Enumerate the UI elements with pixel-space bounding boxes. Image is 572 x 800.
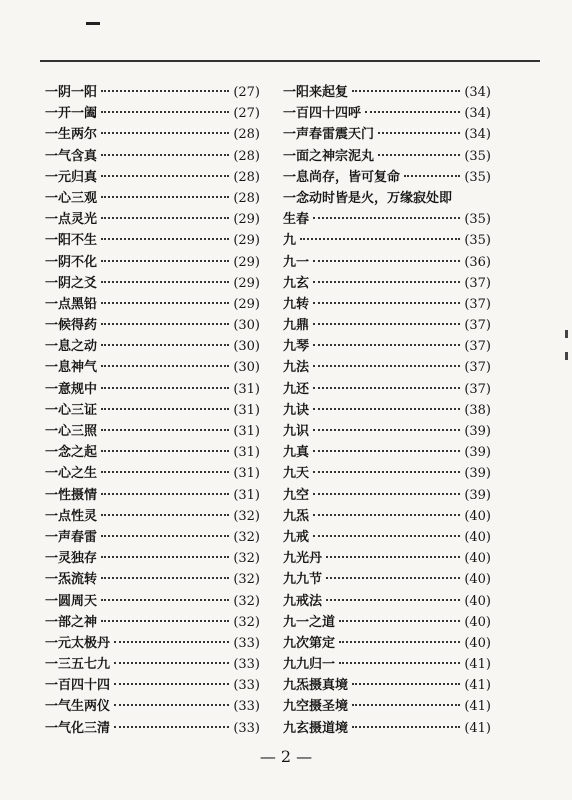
toc-entry bbox=[283, 167, 491, 188]
toc-entry bbox=[283, 124, 491, 145]
toc-entry bbox=[283, 230, 491, 251]
toc-entry-title: 九空摄圣境 bbox=[283, 699, 349, 715]
toc-entry-title: 一心之生 bbox=[45, 466, 98, 482]
toc-entry-page: (31) bbox=[233, 381, 260, 397]
dot-leader bbox=[101, 154, 229, 156]
toc-entry bbox=[283, 400, 491, 421]
toc-entry bbox=[283, 548, 491, 569]
toc-entry-page: (40) bbox=[464, 635, 491, 651]
toc-entry-title: 一念之起 bbox=[45, 445, 98, 461]
toc-entry-page: (37) bbox=[464, 339, 491, 355]
dot-leader bbox=[378, 154, 460, 156]
dot-leader bbox=[101, 260, 229, 262]
toc-entry-title: 一部之神 bbox=[45, 614, 98, 630]
dot-leader bbox=[101, 90, 229, 92]
toc-entry-title: 九炁摄真境 bbox=[283, 678, 349, 694]
toc-entry-page: (35) bbox=[464, 212, 491, 228]
toc-entry-title: 九一 bbox=[283, 254, 310, 270]
toc-entry bbox=[45, 188, 260, 209]
toc-entry bbox=[283, 718, 491, 739]
toc-entry-page: (31) bbox=[233, 424, 260, 439]
dot-leader bbox=[352, 704, 460, 706]
toc-entry-title: 九天 bbox=[283, 466, 310, 482]
dot-leader bbox=[352, 683, 460, 685]
toc-entry bbox=[45, 442, 260, 463]
dot-leader bbox=[101, 323, 229, 325]
toc-entry-title: 一百四十四 bbox=[45, 678, 111, 694]
toc-entry bbox=[283, 591, 491, 612]
toc-entry bbox=[45, 421, 260, 442]
toc-entry-page: (41) bbox=[464, 657, 491, 673]
dot-leader bbox=[101, 217, 229, 219]
dot-leader bbox=[339, 662, 460, 664]
toc-entry-title: 九玄摄道境 bbox=[283, 720, 349, 736]
toc-entry-page: (31) bbox=[233, 487, 260, 503]
toc-entry-title: 九九节 bbox=[283, 572, 323, 588]
toc-entry-title: 九次第定 bbox=[283, 635, 336, 651]
toc-entry-title: 一阴之爻 bbox=[45, 275, 98, 291]
dot-leader bbox=[313, 281, 460, 283]
toc-entry bbox=[283, 103, 491, 124]
toc-entry-page: (37) bbox=[464, 318, 491, 334]
toc-entry-page: (40) bbox=[464, 572, 491, 588]
dot-leader bbox=[365, 111, 460, 113]
toc-entry-page: (40) bbox=[464, 614, 491, 630]
toc-entry bbox=[45, 569, 260, 590]
toc-entry-page: (33) bbox=[233, 699, 260, 715]
dot-leader bbox=[101, 493, 229, 495]
toc-entry bbox=[45, 633, 260, 654]
dot-leader bbox=[313, 217, 460, 219]
dot-leader bbox=[313, 365, 460, 367]
dot-leader bbox=[339, 641, 460, 643]
toc-entry bbox=[45, 463, 260, 484]
dot-leader bbox=[101, 429, 229, 431]
dot-leader bbox=[101, 111, 229, 113]
toc-entry-title: 九识 bbox=[283, 424, 310, 439]
toc-entry-title: 一百四十四呼 bbox=[283, 106, 362, 122]
dot-leader bbox=[339, 620, 460, 622]
toc-entry bbox=[45, 252, 260, 273]
toc-entry-title: 九真 bbox=[283, 445, 310, 461]
toc-entry bbox=[283, 379, 491, 400]
toc-entry-page: (41) bbox=[464, 720, 491, 736]
toc-left-column bbox=[45, 82, 260, 739]
dot-leader bbox=[101, 514, 229, 516]
toc-entry-title: 一三五七九 bbox=[45, 657, 111, 673]
toc-entry-title: 九 bbox=[283, 233, 297, 249]
toc-entry-title: 九法 bbox=[283, 360, 310, 376]
toc-entry bbox=[283, 506, 491, 527]
toc-entry bbox=[45, 315, 260, 336]
toc-entry-title: 一性摄情 bbox=[45, 487, 98, 503]
toc-entry bbox=[45, 209, 260, 230]
toc-entry-page: (33) bbox=[233, 635, 260, 651]
toc-entry bbox=[45, 400, 260, 421]
toc-entry-page: (30) bbox=[233, 339, 260, 355]
toc-entry bbox=[45, 146, 260, 167]
toc-entry-title: 九炁 bbox=[283, 508, 310, 524]
toc-entry-page: (31) bbox=[233, 402, 260, 418]
dot-leader bbox=[326, 577, 460, 579]
dot-leader bbox=[101, 450, 229, 452]
toc-entry bbox=[45, 230, 260, 251]
toc-entry-page: (30) bbox=[233, 318, 260, 334]
toc-entry-page: (37) bbox=[464, 275, 491, 291]
toc-entry-title: 一候得药 bbox=[45, 318, 98, 334]
toc-entry-page: (31) bbox=[233, 445, 260, 461]
dot-leader bbox=[101, 132, 229, 134]
toc-entry bbox=[283, 612, 491, 633]
toc-entry-title: 九光丹 bbox=[283, 551, 323, 567]
dot-leader bbox=[101, 238, 229, 240]
dot-leader bbox=[101, 577, 229, 579]
toc-entry-page: (41) bbox=[464, 699, 491, 715]
toc-entry-page: (29) bbox=[233, 275, 260, 291]
toc-entry-page: (27) bbox=[233, 106, 260, 122]
dot-leader bbox=[101, 387, 229, 389]
toc-entry-page: (34) bbox=[464, 106, 491, 122]
toc-entry-page: (40) bbox=[464, 529, 491, 545]
toc-entry-title: 九诀 bbox=[283, 402, 310, 418]
toc-entry bbox=[283, 82, 491, 103]
toc-entry-page: (34) bbox=[464, 127, 491, 143]
toc-entry-page: (32) bbox=[233, 593, 260, 609]
toc-entry-title: 九琴 bbox=[283, 339, 310, 355]
toc-entry bbox=[45, 612, 260, 633]
toc-entry-title: 九九归一 bbox=[283, 657, 336, 673]
toc-entry-page: (28) bbox=[233, 127, 260, 143]
toc-entry-page: (32) bbox=[233, 614, 260, 630]
toc-entry bbox=[283, 442, 491, 463]
toc-entry bbox=[283, 463, 491, 484]
toc-entry bbox=[283, 421, 491, 442]
toc-entry bbox=[283, 675, 491, 696]
toc-entry-page: (35) bbox=[464, 169, 491, 185]
toc-entry-page: (29) bbox=[233, 212, 260, 228]
dot-leader bbox=[313, 408, 460, 410]
toc-entry bbox=[45, 167, 260, 188]
toc-entry-title: 一意规中 bbox=[45, 381, 98, 397]
dot-leader bbox=[114, 662, 229, 664]
toc-entry bbox=[283, 273, 491, 294]
dot-leader bbox=[101, 599, 229, 601]
toc-entry-page: (33) bbox=[233, 720, 260, 736]
toc-entry bbox=[283, 696, 491, 717]
dot-leader bbox=[313, 514, 460, 516]
toc-entry-title: 九还 bbox=[283, 381, 310, 397]
toc-entry bbox=[283, 527, 491, 548]
toc-entry bbox=[283, 188, 491, 209]
page-number: — 2 — bbox=[259, 747, 313, 766]
toc-entry-title: 生春 bbox=[283, 212, 310, 228]
toc-entry-title: 一心三照 bbox=[45, 424, 98, 439]
dot-leader bbox=[378, 132, 460, 134]
toc-entry-page: (35) bbox=[464, 148, 491, 164]
dot-leader bbox=[313, 260, 460, 262]
dot-leader bbox=[114, 641, 229, 643]
toc-entry-title: 一息之动 bbox=[45, 339, 98, 355]
edge-mark bbox=[565, 330, 568, 338]
dot-leader bbox=[326, 556, 460, 558]
toc-entry-page: (40) bbox=[464, 593, 491, 609]
toc-entry-page: (34) bbox=[464, 85, 491, 100]
toc-entry-title: 一阴一阳 bbox=[45, 85, 98, 100]
header-mark bbox=[86, 22, 100, 25]
dot-leader bbox=[114, 704, 229, 706]
dot-leader bbox=[101, 365, 229, 367]
dot-leader bbox=[313, 429, 460, 431]
toc-entry bbox=[283, 485, 491, 506]
dot-leader bbox=[313, 450, 460, 452]
toc-entry-title: 一炁流转 bbox=[45, 572, 98, 588]
toc-entry bbox=[45, 527, 260, 548]
toc-entry-title: 一开一阖 bbox=[45, 106, 98, 122]
toc-entry-title: 一生两尔 bbox=[45, 127, 98, 143]
toc-entry-title: 九玄 bbox=[283, 275, 310, 291]
toc-entry-page: (28) bbox=[233, 148, 260, 164]
toc-entry-page: (41) bbox=[464, 678, 491, 694]
toc-entry bbox=[283, 654, 491, 675]
dot-leader bbox=[101, 620, 229, 622]
dot-leader bbox=[404, 175, 460, 177]
dot-leader bbox=[352, 90, 460, 92]
toc-entry-page: (32) bbox=[233, 551, 260, 567]
toc-entry bbox=[283, 357, 491, 378]
toc-entry-title: 一心三观 bbox=[45, 190, 98, 206]
toc-entry-page: (28) bbox=[233, 190, 260, 206]
toc-right-column bbox=[283, 82, 491, 739]
dot-leader bbox=[101, 302, 229, 304]
toc-entry bbox=[283, 146, 491, 167]
dot-leader bbox=[313, 323, 460, 325]
toc-entry bbox=[45, 654, 260, 675]
toc-entry bbox=[45, 548, 260, 569]
toc-entry-page: (30) bbox=[233, 360, 260, 376]
dot-leader bbox=[313, 493, 460, 495]
toc-entry-page: (35) bbox=[464, 233, 491, 249]
toc-entry bbox=[45, 379, 260, 400]
toc-entry-title: 一点性灵 bbox=[45, 508, 98, 524]
dot-leader bbox=[326, 599, 460, 601]
toc-entry-page: (29) bbox=[233, 233, 260, 249]
toc-entry-title: 一阳不生 bbox=[45, 233, 98, 249]
toc-entry bbox=[45, 591, 260, 612]
toc-entry-page: (37) bbox=[464, 296, 491, 312]
edge-mark bbox=[565, 352, 568, 360]
toc-entry bbox=[45, 718, 260, 739]
toc-entry-page: (29) bbox=[233, 296, 260, 312]
header-rule bbox=[40, 60, 540, 62]
toc-entry-title: 一圆周天 bbox=[45, 593, 98, 609]
toc-entry bbox=[45, 273, 260, 294]
dot-leader bbox=[101, 408, 229, 410]
toc-entry-page: (32) bbox=[233, 572, 260, 588]
toc-entry-title: 九转 bbox=[283, 296, 310, 312]
toc-entry bbox=[45, 357, 260, 378]
toc-entry-page: (32) bbox=[233, 508, 260, 524]
toc-entry-title: 一息神气 bbox=[45, 360, 98, 376]
toc-entry-title: 一气生两仪 bbox=[45, 699, 111, 715]
dot-leader bbox=[313, 471, 460, 473]
dot-leader bbox=[101, 175, 229, 177]
toc-entry bbox=[283, 569, 491, 590]
toc-entry-page: (29) bbox=[233, 254, 260, 270]
dot-leader bbox=[300, 238, 460, 240]
dot-leader bbox=[313, 535, 460, 537]
toc-entry bbox=[283, 209, 491, 230]
dot-leader bbox=[352, 726, 460, 728]
toc-entry bbox=[45, 103, 260, 124]
toc-entry-page: (39) bbox=[464, 445, 491, 461]
dot-leader bbox=[313, 302, 460, 304]
dot-leader bbox=[114, 726, 229, 728]
toc-entry-title: 一灵独存 bbox=[45, 551, 98, 567]
toc-entry-title: 九一之道 bbox=[283, 614, 336, 630]
toc-entry-title: 一元归真 bbox=[45, 169, 98, 185]
toc-entry-title: 一声春雷 bbox=[45, 529, 98, 545]
toc-entry-page: (39) bbox=[464, 466, 491, 482]
toc-entry-title: 九鼎 bbox=[283, 318, 310, 334]
toc-entry bbox=[283, 633, 491, 654]
dot-leader bbox=[101, 556, 229, 558]
toc-entry bbox=[45, 336, 260, 357]
toc-entry-title: 一点黑铅 bbox=[45, 296, 98, 312]
toc-entry-page: (37) bbox=[464, 360, 491, 376]
toc-entry-title: 一心三证 bbox=[45, 402, 98, 418]
toc-entry-page: (40) bbox=[464, 551, 491, 567]
toc-entry-page: (28) bbox=[233, 169, 260, 185]
toc-entry bbox=[283, 336, 491, 357]
toc-entry-title: 九戒 bbox=[283, 529, 310, 545]
toc-entry-page: (36) bbox=[464, 254, 491, 270]
toc-entry-title: 九戒法 bbox=[283, 593, 323, 609]
toc-entry-page: (27) bbox=[233, 85, 260, 100]
toc-entry bbox=[45, 506, 260, 527]
toc-entry-page: (40) bbox=[464, 508, 491, 524]
toc-entry-title: 一面之神宗泥丸 bbox=[283, 148, 375, 164]
toc-entry-title: 一点灵光 bbox=[45, 212, 98, 228]
toc-entry-title: 一息尚存，皆可复命 bbox=[283, 169, 401, 185]
toc-entry-title: 九空 bbox=[283, 487, 310, 503]
toc-entry-page: (37) bbox=[464, 381, 491, 397]
toc-entry-title: 一元太极丹 bbox=[45, 635, 111, 651]
dot-leader bbox=[101, 344, 229, 346]
toc-entry bbox=[283, 315, 491, 336]
toc-entry bbox=[283, 252, 491, 273]
toc-entry-title: 一气含真 bbox=[45, 148, 98, 164]
toc-entry-page: (33) bbox=[233, 657, 260, 673]
dot-leader bbox=[101, 281, 229, 283]
toc-entry-page: (39) bbox=[464, 424, 491, 439]
dot-leader bbox=[313, 387, 460, 389]
toc-entry bbox=[45, 124, 260, 145]
toc-entry-title: 一阳来起复 bbox=[283, 85, 349, 100]
toc-entry bbox=[45, 294, 260, 315]
toc-entry-page: (32) bbox=[233, 529, 260, 545]
toc-entry bbox=[45, 82, 260, 103]
dot-leader bbox=[101, 196, 229, 198]
dot-leader bbox=[114, 683, 229, 685]
toc-entry-page: (38) bbox=[464, 402, 491, 418]
toc-entry-title: 一阴不化 bbox=[45, 254, 98, 270]
toc-entry-page: (39) bbox=[464, 487, 491, 503]
toc-entry-page: (33) bbox=[233, 678, 260, 694]
toc-entry-title: 一念动时皆是火，万缘寂处即 bbox=[283, 190, 453, 206]
toc-entry bbox=[45, 485, 260, 506]
toc-entry-title: 一气化三清 bbox=[45, 720, 111, 736]
dot-leader bbox=[101, 471, 229, 473]
toc-entry-page: (31) bbox=[233, 466, 260, 482]
dot-leader bbox=[101, 535, 229, 537]
toc-entry bbox=[283, 294, 491, 315]
toc-entry bbox=[45, 675, 260, 696]
dot-leader bbox=[313, 344, 460, 346]
toc-entry-title: 一声春雷震天门 bbox=[283, 127, 375, 143]
toc-entry bbox=[45, 696, 260, 717]
